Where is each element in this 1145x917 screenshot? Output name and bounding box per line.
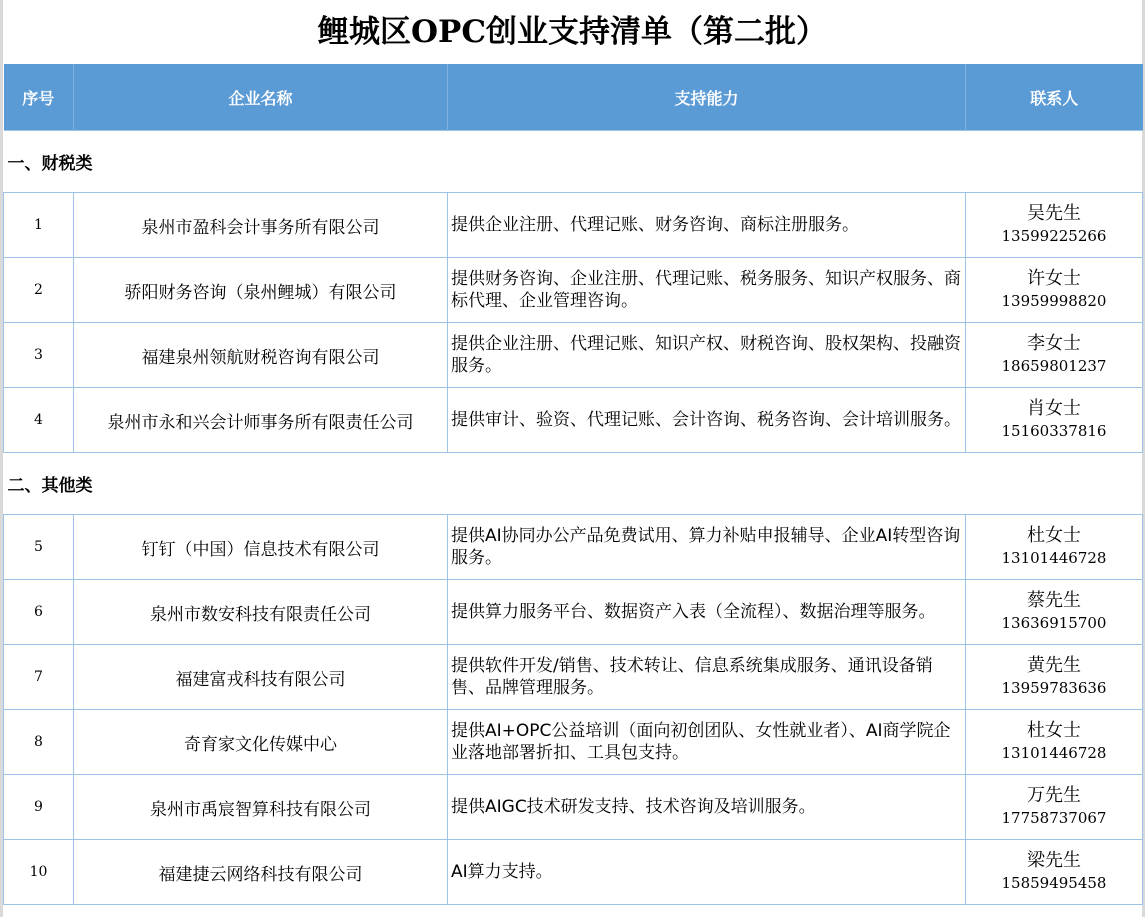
column-header-contact: 联系人: [966, 64, 1143, 131]
company-name: 泉州市数安科技有限责任公司: [74, 580, 448, 645]
row-index: 10: [4, 840, 74, 905]
contact-cell: [966, 645, 1143, 710]
row-index: 4: [4, 388, 74, 453]
table-row: [4, 193, 1143, 258]
row-index: 2: [4, 258, 74, 323]
table-row: [4, 840, 1143, 905]
contact-cell: [966, 580, 1143, 645]
contact-name: 梁先生: [1027, 850, 1081, 871]
contact-name: 万先生: [1027, 785, 1081, 806]
contact-name: 肖女士: [1027, 398, 1081, 419]
company-name: 钉钉（中国）信息技术有限公司: [74, 515, 448, 580]
contact-phone: 13636915700: [1001, 614, 1107, 632]
support-list-table: [3, 64, 1143, 905]
row-index: 6: [4, 580, 74, 645]
contact-name: 杜女士: [1027, 525, 1081, 546]
company-name: 福建泉州领航财税咨询有限公司: [74, 323, 448, 388]
table-body: [4, 131, 1143, 905]
company-name: 福建捷云网络科技有限公司: [74, 840, 448, 905]
table-header: [4, 64, 1143, 131]
contact-phone: 15160337816: [1001, 422, 1107, 440]
category-row: [4, 453, 1143, 515]
contact-name: 杜女士: [1027, 720, 1081, 741]
page-title: 鲤城区OPC创业支持清单（第二批）: [318, 14, 827, 50]
company-name: 福建富戎科技有限公司: [74, 645, 448, 710]
table-row: [4, 775, 1143, 840]
table-row: [4, 323, 1143, 388]
company-name: 泉州市禹宸智算科技有限公司: [74, 775, 448, 840]
contact-cell: [966, 840, 1143, 905]
support-capability: AI算力支持。: [448, 840, 966, 905]
category-label: 一、财税类: [4, 131, 1143, 193]
contact-cell: [966, 775, 1143, 840]
support-capability: 提供AIGC技术研发支持、技术咨询及培训服务。: [448, 775, 966, 840]
row-index: 7: [4, 645, 74, 710]
company-name: 泉州市永和兴会计师事务所有限责任公司: [74, 388, 448, 453]
contact-cell: [966, 710, 1143, 775]
company-name: 骄阳财务咨询（泉州鲤城）有限公司: [74, 258, 448, 323]
contact-phone: 15859495458: [1001, 874, 1107, 892]
contact-cell: [966, 388, 1143, 453]
table-row: [4, 258, 1143, 323]
table-row: [4, 645, 1143, 710]
contact-phone: 13959998820: [1001, 292, 1107, 310]
support-capability: 提供企业注册、代理记账、财务咨询、商标注册服务。: [448, 193, 966, 258]
support-capability: 提供软件开发/销售、技术转让、信息系统集成服务、通讯设备销售、品牌管理服务。: [448, 645, 966, 710]
support-capability: 提供审计、验资、代理记账、会计咨询、税务咨询、会计培训服务。: [448, 388, 966, 453]
table-row: [4, 580, 1143, 645]
contact-cell: [966, 193, 1143, 258]
contact-name: 许女士: [1027, 268, 1081, 289]
table-row: [4, 388, 1143, 453]
company-name: 奇育家文化传媒中心: [74, 710, 448, 775]
support-capability: 提供财务咨询、企业注册、代理记账、税务服务、知识产权服务、商标代理、企业管理咨询。: [448, 258, 966, 323]
support-capability: 提供企业注册、代理记账、知识产权、财税咨询、股权架构、投融资服务。: [448, 323, 966, 388]
contact-cell: [966, 258, 1143, 323]
contact-phone: 17758737067: [1001, 809, 1107, 827]
support-capability: 提供算力服务平台、数据资产入表（全流程）、数据治理等服务。: [448, 580, 966, 645]
contact-name: 蔡先生: [1027, 590, 1081, 611]
contact-cell: [966, 515, 1143, 580]
contact-phone: 13101446728: [1001, 744, 1107, 762]
table-row: [4, 515, 1143, 580]
contact-phone: 13101446728: [1001, 549, 1107, 567]
company-name: 泉州市盈科会计事务所有限公司: [74, 193, 448, 258]
contact-phone: 13959783636: [1001, 679, 1107, 697]
row-index: 8: [4, 710, 74, 775]
row-index: 9: [4, 775, 74, 840]
contact-name: 吴先生: [1027, 203, 1081, 224]
table-row: [4, 710, 1143, 775]
support-capability: 提供AI+OPC公益培训（面向初创团队、女性就业者）、AI商学院企业落地部署折扣、工具包支持。: [448, 710, 966, 775]
column-header-company: 企业名称: [74, 64, 448, 131]
column-header-index: 序号: [4, 64, 74, 131]
contact-name: 李女士: [1027, 333, 1081, 354]
support-capability: 提供AI协同办公产品免费试用、算力补贴申报辅导、企业AI转型咨询服务。: [448, 515, 966, 580]
category-row: [4, 131, 1143, 193]
contact-cell: [966, 323, 1143, 388]
contact-name: 黄先生: [1027, 655, 1081, 676]
contact-phone: 13599225266: [1001, 227, 1107, 245]
row-index: 3: [4, 323, 74, 388]
contact-phone: 18659801237: [1001, 357, 1107, 375]
row-index: 5: [4, 515, 74, 580]
row-index: 1: [4, 193, 74, 258]
column-header-capability: 支持能力: [448, 64, 966, 131]
category-label: 二、其他类: [4, 453, 1143, 515]
